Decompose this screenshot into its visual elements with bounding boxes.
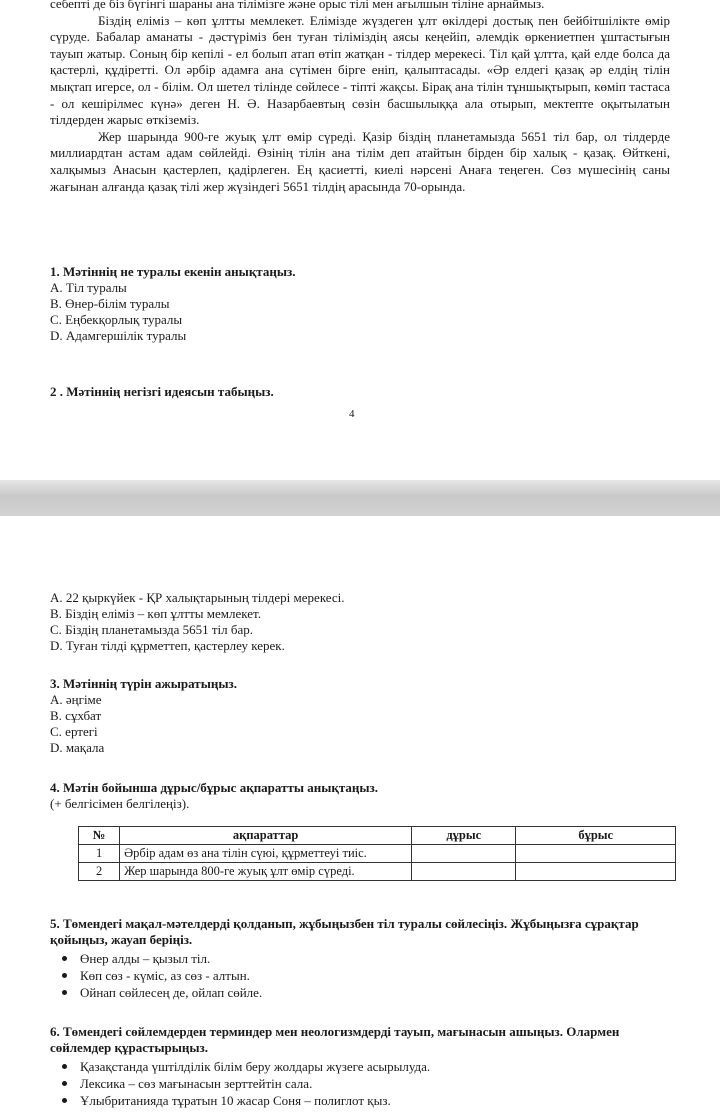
question-3-title: 3. Мәтіннің түрін ажыратыңыз. (50, 676, 237, 691)
question-6 (50, 1024, 680, 1109)
question-2-option-a[interactable]: A. 22 қыркүйек - ҚР халықтарының тілдері мерекесі. (50, 590, 345, 605)
header-true: дұрыс (412, 827, 516, 845)
page-lower (0, 516, 720, 1120)
row-true-cell[interactable] (412, 845, 516, 863)
row-number: 2 (79, 863, 120, 881)
question-4-subtitle: (+ белгісімен белгілеңіз). (50, 796, 190, 811)
list-item: Өнер алды – қызыл тіл. (80, 950, 680, 967)
question-3-option-a[interactable]: A. әңгіме (50, 692, 102, 707)
row-info: Әрбір адам өз ана тілін сүюі, құрметтеуі тиіс. (120, 845, 412, 863)
row-true-cell[interactable] (412, 863, 516, 881)
question-3-option-b[interactable]: B. сұхбат (50, 708, 102, 723)
question-2-title: 2 . Мәтіннің негізгі идеясын табыңыз. (50, 384, 274, 399)
question-4-title: 4. Мәтін бойынша дұрыс/бұрыс ақпаратты анықтаңыз. (50, 780, 379, 795)
page-upper (0, 0, 720, 480)
passage-top-line: себепті де біз бүгінгі шараны ана тілімізге және орыс тілі мен ағылшын тіліне арнаймыз. (50, 0, 545, 11)
question-2-options (50, 590, 680, 654)
question-2-option-b[interactable]: B. Біздің еліміз – көп ұлтты мемлекет. (50, 606, 261, 621)
passage-paragraph-1: Біздің еліміз – көп ұлтты мемлекет. Елімізде жүздеген ұлт өкілдері достық пен бейбітшілікте өмір сүруде. Бабалар аманаты - дәстүріміз бен туған тіліміздің аясы кеңейіп, әлемдік өркениетпен ұштастығын тауып жатыр. Соның бір кепілі - ел болып атап өтіп жатқан - тілдер мерекесі. Тіл қай ұлтта, қай елде болса да қастерлі, құдіретті. Ол әрбір адамға ана сүтімен бірге еніп, қалыптасады. «Әр елдегі қазақ әр елдің тілін мықтап игерсе, ол - білім. Ол шетел тілінде сөйлесе - тіпті жақсы. Бірақ ана тілін тұншықтырып, көміп тастаса - ол кешірілмес күнә» деген Н. Ә. Назарбаевтың сөзін басшылыққа ала отырып, мектепте оқытылатын тілдерден жарыс өткіземіз. (50, 12, 670, 128)
table-row (79, 845, 676, 863)
header-false: бұрыс (516, 827, 676, 845)
question-5-proverbs (50, 950, 680, 1001)
question-3 (50, 676, 680, 756)
row-false-cell[interactable] (516, 845, 676, 863)
question-1 (50, 264, 680, 344)
question-3-option-c[interactable]: C. ертегі (50, 724, 98, 739)
row-false-cell[interactable] (516, 863, 676, 881)
question-1-option-b[interactable]: B. Өнер-білім туралы (50, 296, 170, 311)
list-item: Лексика – сөз мағынасын зерттейтін сала. (80, 1075, 680, 1092)
table-row (79, 863, 676, 881)
question-1-option-d[interactable]: D. Адамгершілік туралы (50, 328, 187, 343)
header-info: ақпараттар (120, 827, 412, 845)
row-number: 1 (79, 845, 120, 863)
list-item: Ойнап сөйлесең де, ойлап сөйле. (80, 984, 680, 1001)
question-1-title: 1. Мәтіннің не туралы екенін анықтаңыз. (50, 264, 296, 279)
list-item: Ұлыбританияда тұратын 10 жасар Соня – полиглот қыз. (80, 1092, 680, 1109)
info-table-header (79, 827, 676, 845)
list-item: Көп сөз - күміс, аз сөз - алтын. (80, 967, 680, 984)
page-break (0, 480, 720, 516)
question-6-title: 6. Төмендегі сөйлемдерден терминдер мен неологизмдерді тауып, мағынасын ашыңыз. Олармен сөйлемдер құрастырыңыз. (50, 1024, 620, 1055)
question-2-heading (50, 384, 680, 400)
row-info: Жер шарында 800-ге жуық ұлт өмір сүреді. (120, 863, 412, 881)
question-3-option-d[interactable]: D. мақала (50, 740, 105, 755)
question-6-sentences (50, 1058, 680, 1109)
page-number: 4 (349, 408, 355, 420)
question-4 (50, 780, 680, 812)
question-5-title: 5. Төмендегі мақал-мәтелдерді қолданып, жұбыңызбен тіл туралы сөйлесіңіз. Жұбыңызға сұрақтар қойыңыз, жауап беріңіз. (50, 916, 639, 947)
list-item: Қазақстанда үштілділік білім беру жолдары жүзеге асырылуда. (80, 1058, 680, 1075)
header-no: № (79, 827, 120, 845)
question-5 (50, 916, 680, 1001)
question-1-option-a[interactable]: A. Тіл туралы (50, 280, 127, 295)
passage (50, 0, 670, 195)
info-table (78, 826, 676, 881)
question-1-option-c[interactable]: C. Еңбекқорлық туралы (50, 312, 183, 327)
question-2-option-d[interactable]: D. Туған тілді құрметтеп, қастерлеу керек. (50, 638, 285, 653)
question-2-option-c[interactable]: C. Біздің планетамызда 5651 тіл бар. (50, 622, 254, 637)
passage-paragraph-2: Жер шарында 900-ге жуық ұлт өмір сүреді. Қазір біздің планетамызда 5651 тіл бар, ол тілдерде миллиардтан астам адам сөйлейді. Өзінің тілін ана тілім деп атайтын бірден бір халық - қазақ. Өйткені, халқымыз Анасын қастерлеп, қадірлеген. Ең қасиетті, киелі нәрсені Анаға теңеген. Сөз мүшесінің саны жағынан алғанда қазақ тілі жер жүзіндегі 5651 тілдің арасында 70-орында. (50, 128, 670, 194)
